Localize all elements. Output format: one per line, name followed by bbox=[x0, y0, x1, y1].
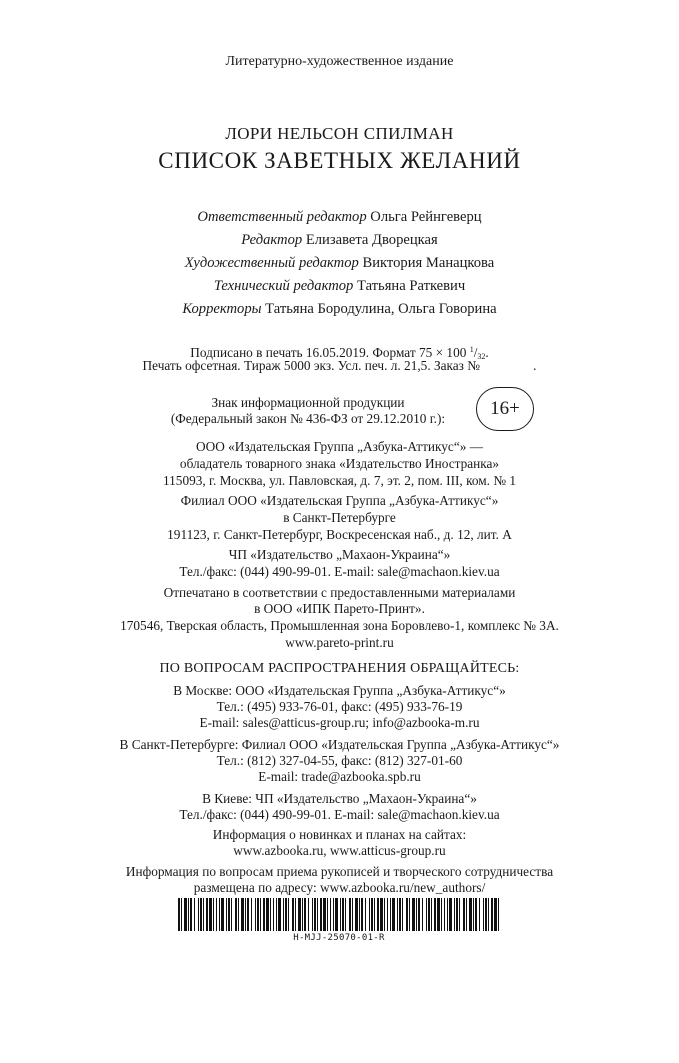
credit-line bbox=[0, 206, 679, 229]
publisher-line: обладатель товарного знака «Издательство Иностранка» bbox=[179, 456, 500, 471]
credit-name: Виктория Манацкова bbox=[362, 255, 495, 271]
credit-line bbox=[0, 252, 679, 275]
print-info-line: Подписано в печать 16.05.2019. Формат 75 × 100 $^1/_{32}$. bbox=[190, 345, 489, 361]
printer-line: Отпечатано в соответствии с предоставленными материалами bbox=[163, 585, 516, 600]
credit-name: Елизавета Дворецкая bbox=[305, 232, 438, 248]
printer-line: в ООО «ИПК Парето-Принт». bbox=[254, 601, 425, 616]
publisher-line: Тел./факс: (044) 490-99-01. E-mail: sale@machaon.kiev.ua bbox=[179, 564, 500, 579]
credit-role: Ответственный редактор bbox=[197, 209, 367, 225]
print-signed-text: Подписано в печать 16.05.2019. Формат 75 × 100 bbox=[190, 345, 467, 360]
manuscripts-line: размещена по адресу: www.azbooka.ru/new_authors/ bbox=[193, 880, 486, 895]
distribution-line: E-mail: trade@azbooka.spb.ru bbox=[258, 769, 421, 784]
credit-line bbox=[0, 298, 679, 321]
printer-line: 170546, Тверская область, Промышленная зона Боровлево-1, комплекс № 3А. bbox=[120, 618, 559, 633]
print-run-text: Печать офсетная. Тираж 5000 экз. Усл. печ. л. 21,5. Заказ № bbox=[142, 358, 480, 373]
credit-role: Технический редактор bbox=[213, 278, 354, 294]
distribution-line: В Киеве: ЧП «Издательство „Махаон-Украина“» bbox=[202, 791, 477, 806]
edition-type: Литературно-художественное издание bbox=[225, 54, 454, 69]
credit-role: Редактор bbox=[241, 232, 303, 248]
rating-law: (Федеральный закон № 436-ФЗ от 29.12.2010 г.): bbox=[170, 411, 446, 426]
distribution-line: В Санкт-Петербурге: Филиал ООО «Издательская Группа „Азбука-Аттикус“» bbox=[119, 737, 560, 752]
rating-label: Знак информационной продукции bbox=[211, 395, 405, 410]
distribution-heading: ПО ВОПРОСАМ РАСПРОСТРАНЕНИЯ ОБРАЩАЙТЕСЬ: bbox=[159, 661, 520, 676]
format-denominator: 32 bbox=[477, 352, 486, 361]
publisher-line: 115093, г. Москва, ул. Павловская, д. 7, эт. 2, пом. III, ком. № 1 bbox=[163, 473, 516, 488]
distribution-line: www.azbooka.ru, www.atticus-group.ru bbox=[233, 843, 446, 858]
publisher-line: ООО «Издательская Группа „Азбука-Аттикус“» — bbox=[196, 439, 483, 454]
publisher-line: 191123, г. Санкт-Петербург, Воскресенская наб., д. 12, лит. А bbox=[167, 527, 512, 542]
distribution-line: E-mail: sales@atticus-group.ru; info@azbooka-m.ru bbox=[199, 715, 480, 730]
credit-line bbox=[0, 275, 679, 298]
credit-role: Корректоры bbox=[182, 301, 262, 317]
format-numerator: 1 bbox=[469, 345, 474, 354]
barcode-text: H-MJJ-25070-01-R bbox=[293, 933, 385, 943]
manuscripts-line: Информация по вопросам приема рукописей и творческого сотрудничества bbox=[125, 864, 554, 879]
credit-name: Татьяна Раткевич bbox=[357, 278, 466, 294]
distribution-line: Тел./факс: (044) 490-99-01. E-mail: sale@machaon.kiev.ua bbox=[179, 807, 500, 822]
publisher-line: ЧП «Издательство „Махаон-Украина“» bbox=[228, 547, 451, 562]
distribution-line: В Москве: ООО «Издательская Группа „Азбука-Аттикус“» bbox=[173, 683, 506, 698]
age-rating-badge: 16+ bbox=[476, 387, 534, 431]
credit-line bbox=[0, 229, 679, 252]
distribution-line: Тел.: (495) 933-76-01, факс: (495) 933-76-19 bbox=[216, 699, 463, 714]
credit-name: Ольга Рейнгеверц bbox=[370, 209, 482, 225]
credit-name: Татьяна Бородулина, Ольга Говорина bbox=[265, 301, 497, 317]
publisher-line: в Санкт-Петербурге bbox=[283, 510, 396, 525]
barcode-graphic bbox=[178, 898, 500, 931]
print-info-line: Печать офсетная. Тираж 5000 экз. Усл. печ. л. 21,5. Заказ № . bbox=[142, 358, 537, 373]
credit-role: Художественный редактор bbox=[184, 255, 359, 271]
book-title: СПИСОК ЗАВЕТНЫХ ЖЕЛАНИЙ bbox=[158, 148, 521, 173]
book-author: ЛОРИ НЕЛЬСОН СПИЛМАН bbox=[225, 124, 454, 143]
publisher-line: Филиал ООО «Издательская Группа „Азбука-Аттикус“» bbox=[180, 493, 499, 508]
printer-line: www.pareto-print.ru bbox=[285, 635, 394, 650]
distribution-line: Тел.: (812) 327-04-55, факс: (812) 327-01-60 bbox=[216, 753, 463, 768]
barcode-stripes bbox=[178, 898, 499, 931]
distribution-line: Информация о новинках и планах на сайтах: bbox=[212, 827, 467, 842]
